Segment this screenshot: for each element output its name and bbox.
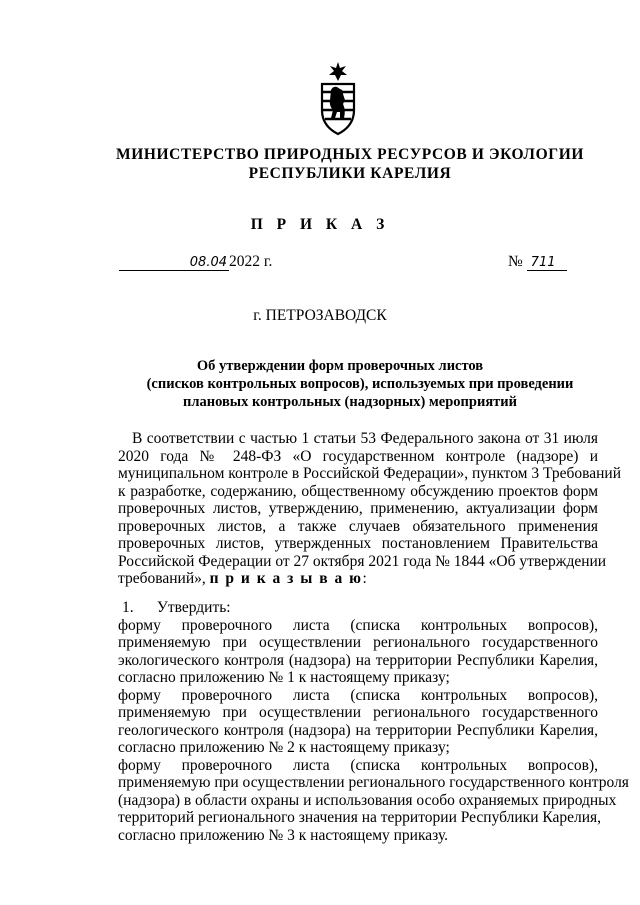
item1-header: 1. Утвердить: bbox=[122, 599, 231, 616]
number-line bbox=[508, 253, 567, 271]
preamble-last-start: требований», bbox=[118, 570, 210, 587]
subject-line3: плановых контрольных (надзорных) мероприятий bbox=[182, 394, 517, 410]
item1-block3-line: согласно приложению № 3 к настоящему приказу. bbox=[118, 826, 449, 844]
preamble-line: проверочных листов, а также случаев обязательного применения bbox=[118, 517, 598, 535]
preamble-paragraph bbox=[118, 430, 622, 588]
preamble-last-line bbox=[118, 570, 598, 588]
order-word: п р и к а з ы в а ю bbox=[209, 570, 363, 587]
number-label: № bbox=[508, 253, 523, 270]
preamble-line: к разработке, содержанию, общественному обсуждению проектов форм bbox=[118, 482, 598, 500]
preamble-line: проверочных листов, утвержденных постановлением Правительства bbox=[118, 535, 598, 552]
date-year: 2022 г. bbox=[229, 253, 273, 270]
item1-block3-line: (надзора) в области охраны и использования особо охраняемых природных bbox=[118, 791, 617, 809]
ministry-name-line2: РЕСПУБЛИКИ КАРЕЛИЯ bbox=[248, 165, 452, 182]
city: г. ПЕТРОЗАВОДСК bbox=[253, 307, 387, 324]
subject-line1: Об утверждении форм проверочных листов bbox=[196, 358, 484, 374]
ministry-name-line1: МИНИСТЕРСТВО ПРИРОДНЫХ РЕСУРСОВ И ЭКОЛОГИИ bbox=[115, 146, 585, 163]
item1-block2-line: геологического контроля (надзора) на территории Республики Карелия, bbox=[118, 721, 598, 739]
item1-block2-line: форму проверочного листа (списка контрольных вопросов), bbox=[118, 686, 598, 704]
item1-block1-line: экологического контроля (надзора) на территории Республики Карелия, bbox=[118, 651, 598, 669]
item1-block1-line: согласно приложению № 1 к настоящему приказу; bbox=[118, 669, 450, 686]
item1 bbox=[118, 599, 629, 844]
item1-block3-line: территорий регионального значения на территории Республики Карелия, bbox=[118, 809, 602, 826]
item1-block2-line: согласно приложению № 2 к настоящему приказу; bbox=[118, 739, 450, 756]
preamble-line: проверочных листов, утверждению, применению, актуализации форм bbox=[118, 500, 598, 517]
date-handwritten: 08.04 bbox=[119, 255, 229, 271]
number-handwritten: 711 bbox=[527, 255, 567, 271]
item1-block1-line: применяемую при осуществлении регионального государственного bbox=[118, 634, 598, 651]
item1-block3-line: форму проверочного листа (списка контрольных вопросов), bbox=[118, 756, 598, 774]
date-line bbox=[119, 253, 272, 271]
document-type: П Р И К А З bbox=[250, 216, 390, 233]
item1-block3-line: применяемую при осуществлении регионального государственного контроля bbox=[118, 774, 629, 791]
preamble-last-end: : bbox=[362, 570, 367, 587]
item1-block2-line: применяемую при осуществлении регионального государственного bbox=[118, 704, 598, 721]
preamble-line: муниципальном контроле в Российской Федерации», пунктом 3 Требований bbox=[118, 465, 622, 482]
preamble-line: Российской Федерации от 27 октября 2021 года № 1844 «Об утверждении bbox=[118, 552, 607, 570]
preamble-line: 2020 года № 248-ФЗ «О государственном контроле (надзоре) и bbox=[118, 447, 598, 465]
coat-of-arms-emblem bbox=[318, 60, 358, 138]
item1-block1-line: форму проверочного листа (списка контрольных вопросов), bbox=[118, 616, 598, 634]
preamble-line: В соответствии с частью 1 статьи 53 Федерального закона от 31 июля bbox=[132, 430, 598, 447]
subject-line2: (списков контрольных вопросов), используемых при проведении bbox=[146, 376, 574, 392]
